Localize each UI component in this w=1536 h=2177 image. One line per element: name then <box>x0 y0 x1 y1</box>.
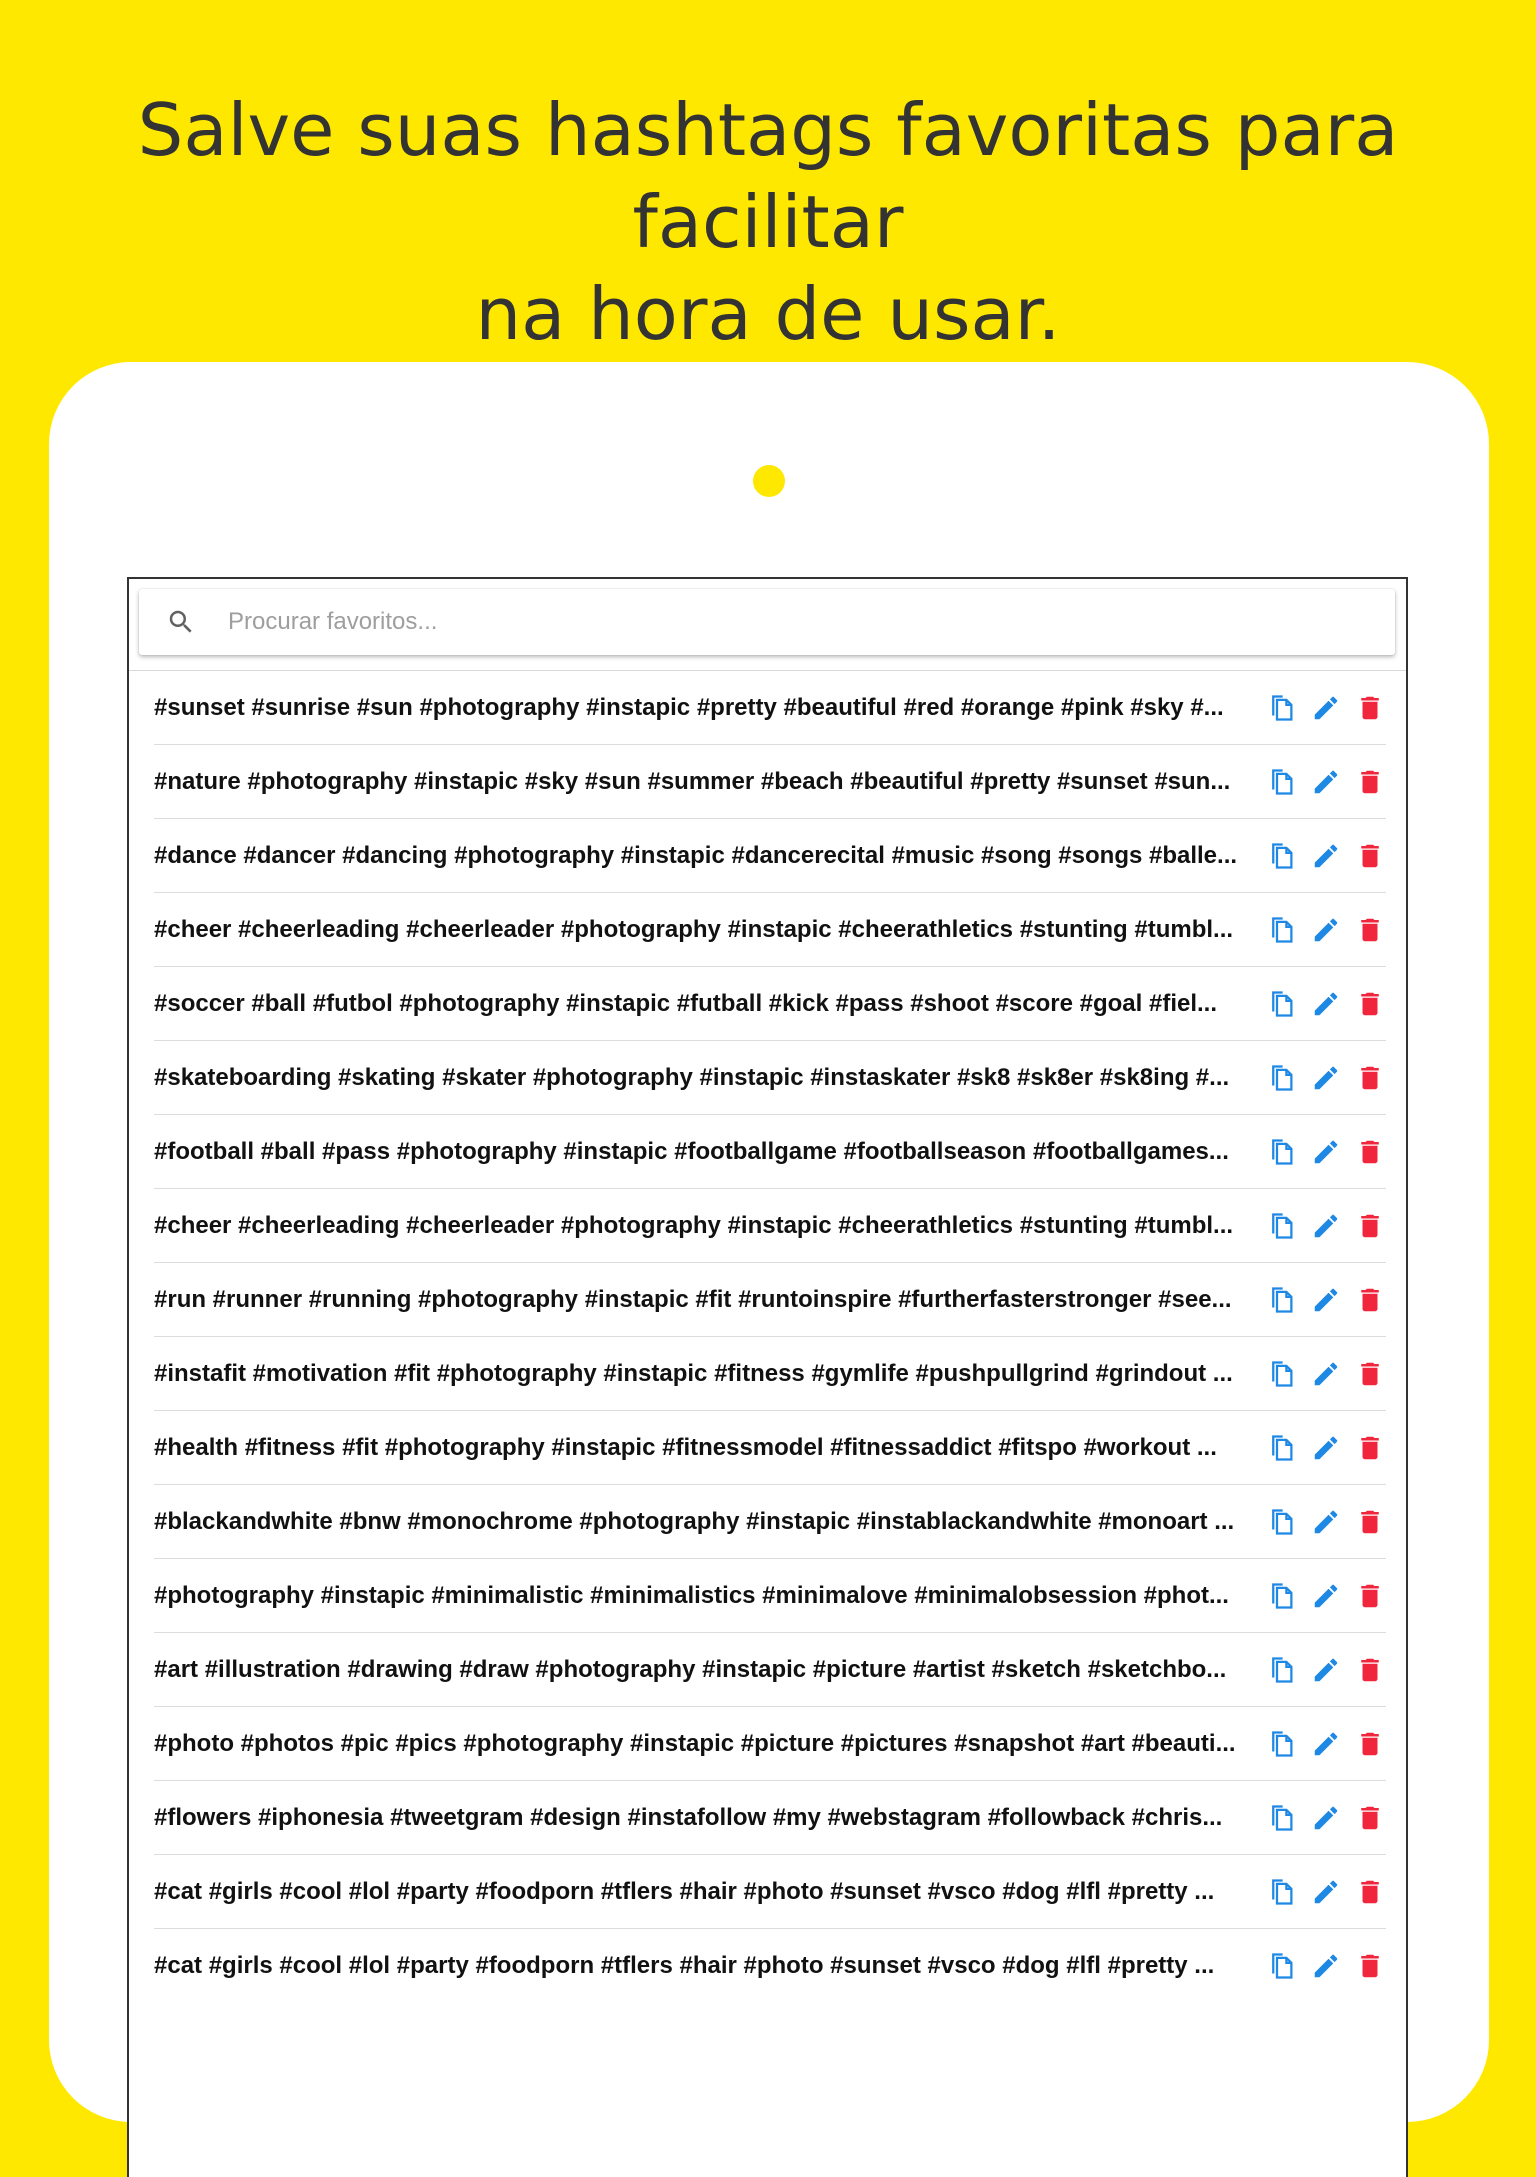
copy-icon <box>1267 693 1297 723</box>
copy-button[interactable] <box>1266 988 1298 1020</box>
headline-line-1: Salve suas hashtags favoritas para facilitar <box>137 88 1399 264</box>
tablet-frame <box>49 362 1489 2122</box>
pencil-icon <box>1311 1803 1341 1833</box>
edit-button[interactable] <box>1310 1654 1342 1686</box>
row-actions <box>1254 1115 1386 1188</box>
hashtag-set[interactable]: #photo #photos #pic #pics #photography #instapic #picture #pictures #snapshot #art #beauti... <box>154 1729 1236 1757</box>
hashtag-set[interactable]: #cheer #cheerleading #cheerleader #photography #instapic #cheerathletics #stunting #tumbl... <box>154 1211 1234 1239</box>
copy-icon <box>1267 1951 1297 1981</box>
headline <box>0 84 1536 360</box>
copy-button[interactable] <box>1266 1136 1298 1168</box>
hashtag-set[interactable]: #blackandwhite #bnw #monochrome #photography #instapic #instablackandwhite #monoart ... <box>154 1507 1235 1535</box>
list-item <box>154 967 1386 1041</box>
pencil-icon <box>1311 693 1341 723</box>
copy-button[interactable] <box>1266 1876 1298 1908</box>
hashtag-set[interactable]: #cat #girls #cool #lol #party #foodporn #tflers #hair #photo #sunset #vsco #dog #lfl #pretty ... <box>154 1877 1215 1905</box>
delete-button[interactable] <box>1354 840 1386 872</box>
trash-icon <box>1355 989 1385 1019</box>
hashtag-set[interactable]: #dance #dancer #dancing #photography #instapic #dancerecital #music #song #songs #balle... <box>154 841 1238 869</box>
search-bar <box>139 589 1395 655</box>
trash-icon <box>1355 1359 1385 1389</box>
copy-icon <box>1267 1655 1297 1685</box>
list-item <box>154 893 1386 967</box>
copy-button[interactable] <box>1266 840 1298 872</box>
pencil-icon <box>1311 841 1341 871</box>
edit-button[interactable] <box>1310 1432 1342 1464</box>
favorites-list <box>154 671 1386 2002</box>
pencil-icon <box>1311 1729 1341 1759</box>
delete-button[interactable] <box>1354 1358 1386 1390</box>
list-item <box>154 1929 1386 2002</box>
trash-icon <box>1355 1137 1385 1167</box>
list-item <box>154 1855 1386 1929</box>
list-item <box>154 1485 1386 1559</box>
pencil-icon <box>1311 1581 1341 1611</box>
copy-button[interactable] <box>1266 766 1298 798</box>
edit-button[interactable] <box>1310 692 1342 724</box>
list-item <box>154 1115 1386 1189</box>
row-actions <box>1254 1337 1386 1410</box>
delete-button[interactable] <box>1354 1950 1386 1982</box>
delete-button[interactable] <box>1354 1876 1386 1908</box>
delete-button[interactable] <box>1354 1580 1386 1612</box>
headline-line-2: na hora de usar. <box>475 272 1061 356</box>
row-actions <box>1254 1929 1386 2002</box>
trash-icon <box>1355 1211 1385 1241</box>
list-item <box>154 1633 1386 1707</box>
trash-icon <box>1355 915 1385 945</box>
list-item <box>154 1337 1386 1411</box>
hashtag-set[interactable]: #photography #instapic #minimalistic #minimalistics #minimalove #minimalobsession #phot... <box>154 1581 1229 1609</box>
row-actions <box>1254 1041 1386 1114</box>
edit-button[interactable] <box>1310 1580 1342 1612</box>
list-item <box>154 819 1386 893</box>
delete-button[interactable] <box>1354 692 1386 724</box>
delete-button[interactable] <box>1354 1210 1386 1242</box>
list-item <box>154 745 1386 819</box>
edit-button[interactable] <box>1310 1876 1342 1908</box>
pencil-icon <box>1311 989 1341 1019</box>
pencil-icon <box>1311 1359 1341 1389</box>
copy-button[interactable] <box>1266 1062 1298 1094</box>
trash-icon <box>1355 1803 1385 1833</box>
hashtag-set[interactable]: #skateboarding #skating #skater #photography #instapic #instaskater #sk8 #sk8er #sk8ing #... <box>154 1063 1230 1091</box>
pencil-icon <box>1311 1877 1341 1907</box>
trash-icon <box>1355 1507 1385 1537</box>
list-item <box>154 1041 1386 1115</box>
trash-icon <box>1355 1655 1385 1685</box>
hashtag-set[interactable]: #soccer #ball #futbol #photography #instapic #futball #kick #pass #shoot #score #goal #fiel... <box>154 989 1218 1017</box>
hashtag-set[interactable]: #health #fitness #fit #photography #instapic #fitnessmodel #fitnessaddict #fitspo #workout ... <box>154 1433 1217 1461</box>
copy-icon <box>1267 1285 1297 1315</box>
row-actions <box>1254 1707 1386 1780</box>
edit-button[interactable] <box>1310 1210 1342 1242</box>
copy-button[interactable] <box>1266 1654 1298 1686</box>
row-actions <box>1254 745 1386 818</box>
list-item <box>154 1559 1386 1633</box>
copy-button[interactable] <box>1266 1210 1298 1242</box>
copy-button[interactable] <box>1266 1432 1298 1464</box>
copy-button[interactable] <box>1266 1506 1298 1538</box>
copy-icon <box>1267 1729 1297 1759</box>
list-item <box>154 1781 1386 1855</box>
delete-button[interactable] <box>1354 766 1386 798</box>
hashtag-set[interactable]: #cheer #cheerleading #cheerleader #photography #instapic #cheerathletics #stunting #tumbl... <box>154 915 1234 943</box>
pencil-icon <box>1311 767 1341 797</box>
pencil-icon <box>1311 1433 1341 1463</box>
copy-icon <box>1267 1063 1297 1093</box>
list-item <box>154 1189 1386 1263</box>
pencil-icon <box>1311 1211 1341 1241</box>
list-item <box>154 1263 1386 1337</box>
copy-button[interactable] <box>1266 1802 1298 1834</box>
copy-icon <box>1267 841 1297 871</box>
search-input[interactable] <box>226 596 1395 648</box>
pencil-icon <box>1311 1137 1341 1167</box>
copy-icon <box>1267 1137 1297 1167</box>
edit-button[interactable] <box>1310 1136 1342 1168</box>
row-actions <box>1254 1559 1386 1632</box>
copy-icon <box>1267 1581 1297 1611</box>
hashtag-set[interactable]: #art #illustration #drawing #draw #photography #instapic #picture #artist #sketch #sketchbo... <box>154 1655 1227 1683</box>
edit-button[interactable] <box>1310 1728 1342 1760</box>
copy-button[interactable] <box>1266 1728 1298 1760</box>
delete-button[interactable] <box>1354 988 1386 1020</box>
hashtag-set[interactable]: #flowers #iphonesia #tweetgram #design #instafollow #my #webstagram #followback #chris... <box>154 1803 1223 1831</box>
trash-icon <box>1355 1877 1385 1907</box>
delete-button[interactable] <box>1354 1284 1386 1316</box>
edit-button[interactable] <box>1310 1062 1342 1094</box>
trash-icon <box>1355 1063 1385 1093</box>
edit-button[interactable] <box>1310 1358 1342 1390</box>
copy-button[interactable] <box>1266 692 1298 724</box>
app-screen <box>127 577 1408 2177</box>
copy-button[interactable] <box>1266 1580 1298 1612</box>
trash-icon <box>1355 693 1385 723</box>
list-item <box>154 1411 1386 1485</box>
search-icon <box>166 607 196 637</box>
copy-icon <box>1267 1507 1297 1537</box>
camera-dot <box>753 465 785 497</box>
trash-icon <box>1355 1951 1385 1981</box>
edit-button[interactable] <box>1310 840 1342 872</box>
row-actions <box>1254 1781 1386 1854</box>
row-actions <box>1254 671 1386 744</box>
delete-button[interactable] <box>1354 1136 1386 1168</box>
pencil-icon <box>1311 1507 1341 1537</box>
row-actions <box>1254 893 1386 966</box>
edit-button[interactable] <box>1310 1506 1342 1538</box>
hashtag-set[interactable]: #instafit #motivation #fit #photography #instapic #fitness #gymlife #pushpullgrind #grindout ... <box>154 1359 1233 1387</box>
edit-button[interactable] <box>1310 914 1342 946</box>
row-actions <box>1254 819 1386 892</box>
hashtag-set[interactable]: #cat #girls #cool #lol #party #foodporn #tflers #hair #photo #sunset #vsco #dog #lfl #pretty ... <box>154 1951 1215 1979</box>
hashtag-set[interactable]: #nature #photography #instapic #sky #sun #summer #beach #beautiful #pretty #sunset #sun... <box>154 767 1231 795</box>
delete-button[interactable] <box>1354 1506 1386 1538</box>
row-actions <box>1254 1263 1386 1336</box>
copy-icon <box>1267 1359 1297 1389</box>
edit-button[interactable] <box>1310 766 1342 798</box>
edit-button[interactable] <box>1310 988 1342 1020</box>
trash-icon <box>1355 1433 1385 1463</box>
delete-button[interactable] <box>1354 1654 1386 1686</box>
copy-button[interactable] <box>1266 1284 1298 1316</box>
hashtag-set[interactable]: #football #ball #pass #photography #instapic #footballgame #footballseason #footballgames... <box>154 1137 1229 1165</box>
edit-button[interactable] <box>1310 1950 1342 1982</box>
copy-icon <box>1267 1211 1297 1241</box>
row-actions <box>1254 1855 1386 1928</box>
copy-button[interactable] <box>1266 1950 1298 1982</box>
row-actions <box>1254 967 1386 1040</box>
row-actions <box>1254 1411 1386 1484</box>
trash-icon <box>1355 1285 1385 1315</box>
delete-button[interactable] <box>1354 914 1386 946</box>
delete-button[interactable] <box>1354 1802 1386 1834</box>
copy-icon <box>1267 1877 1297 1907</box>
pencil-icon <box>1311 1951 1341 1981</box>
trash-icon <box>1355 1581 1385 1611</box>
copy-button[interactable] <box>1266 914 1298 946</box>
edit-button[interactable] <box>1310 1284 1342 1316</box>
row-actions <box>1254 1485 1386 1558</box>
pencil-icon <box>1311 1063 1341 1093</box>
copy-icon <box>1267 1803 1297 1833</box>
pencil-icon <box>1311 1285 1341 1315</box>
copy-icon <box>1267 915 1297 945</box>
trash-icon <box>1355 1729 1385 1759</box>
delete-button[interactable] <box>1354 1062 1386 1094</box>
pencil-icon <box>1311 915 1341 945</box>
list-item <box>154 1707 1386 1781</box>
list-item <box>154 671 1386 745</box>
delete-button[interactable] <box>1354 1432 1386 1464</box>
row-actions <box>1254 1633 1386 1706</box>
pencil-icon <box>1311 1655 1341 1685</box>
copy-button[interactable] <box>1266 1358 1298 1390</box>
trash-icon <box>1355 841 1385 871</box>
row-actions <box>1254 1189 1386 1262</box>
copy-icon <box>1267 1433 1297 1463</box>
trash-icon <box>1355 767 1385 797</box>
edit-button[interactable] <box>1310 1802 1342 1834</box>
copy-icon <box>1267 767 1297 797</box>
copy-icon <box>1267 989 1297 1019</box>
hashtag-set[interactable]: #run #runner #running #photography #instapic #fit #runtoinspire #furtherfasterstronger #see... <box>154 1285 1232 1313</box>
delete-button[interactable] <box>1354 1728 1386 1760</box>
hashtag-set[interactable]: #sunset #sunrise #sun #photography #instapic #pretty #beautiful #red #orange #pink #sky #... <box>154 693 1224 721</box>
